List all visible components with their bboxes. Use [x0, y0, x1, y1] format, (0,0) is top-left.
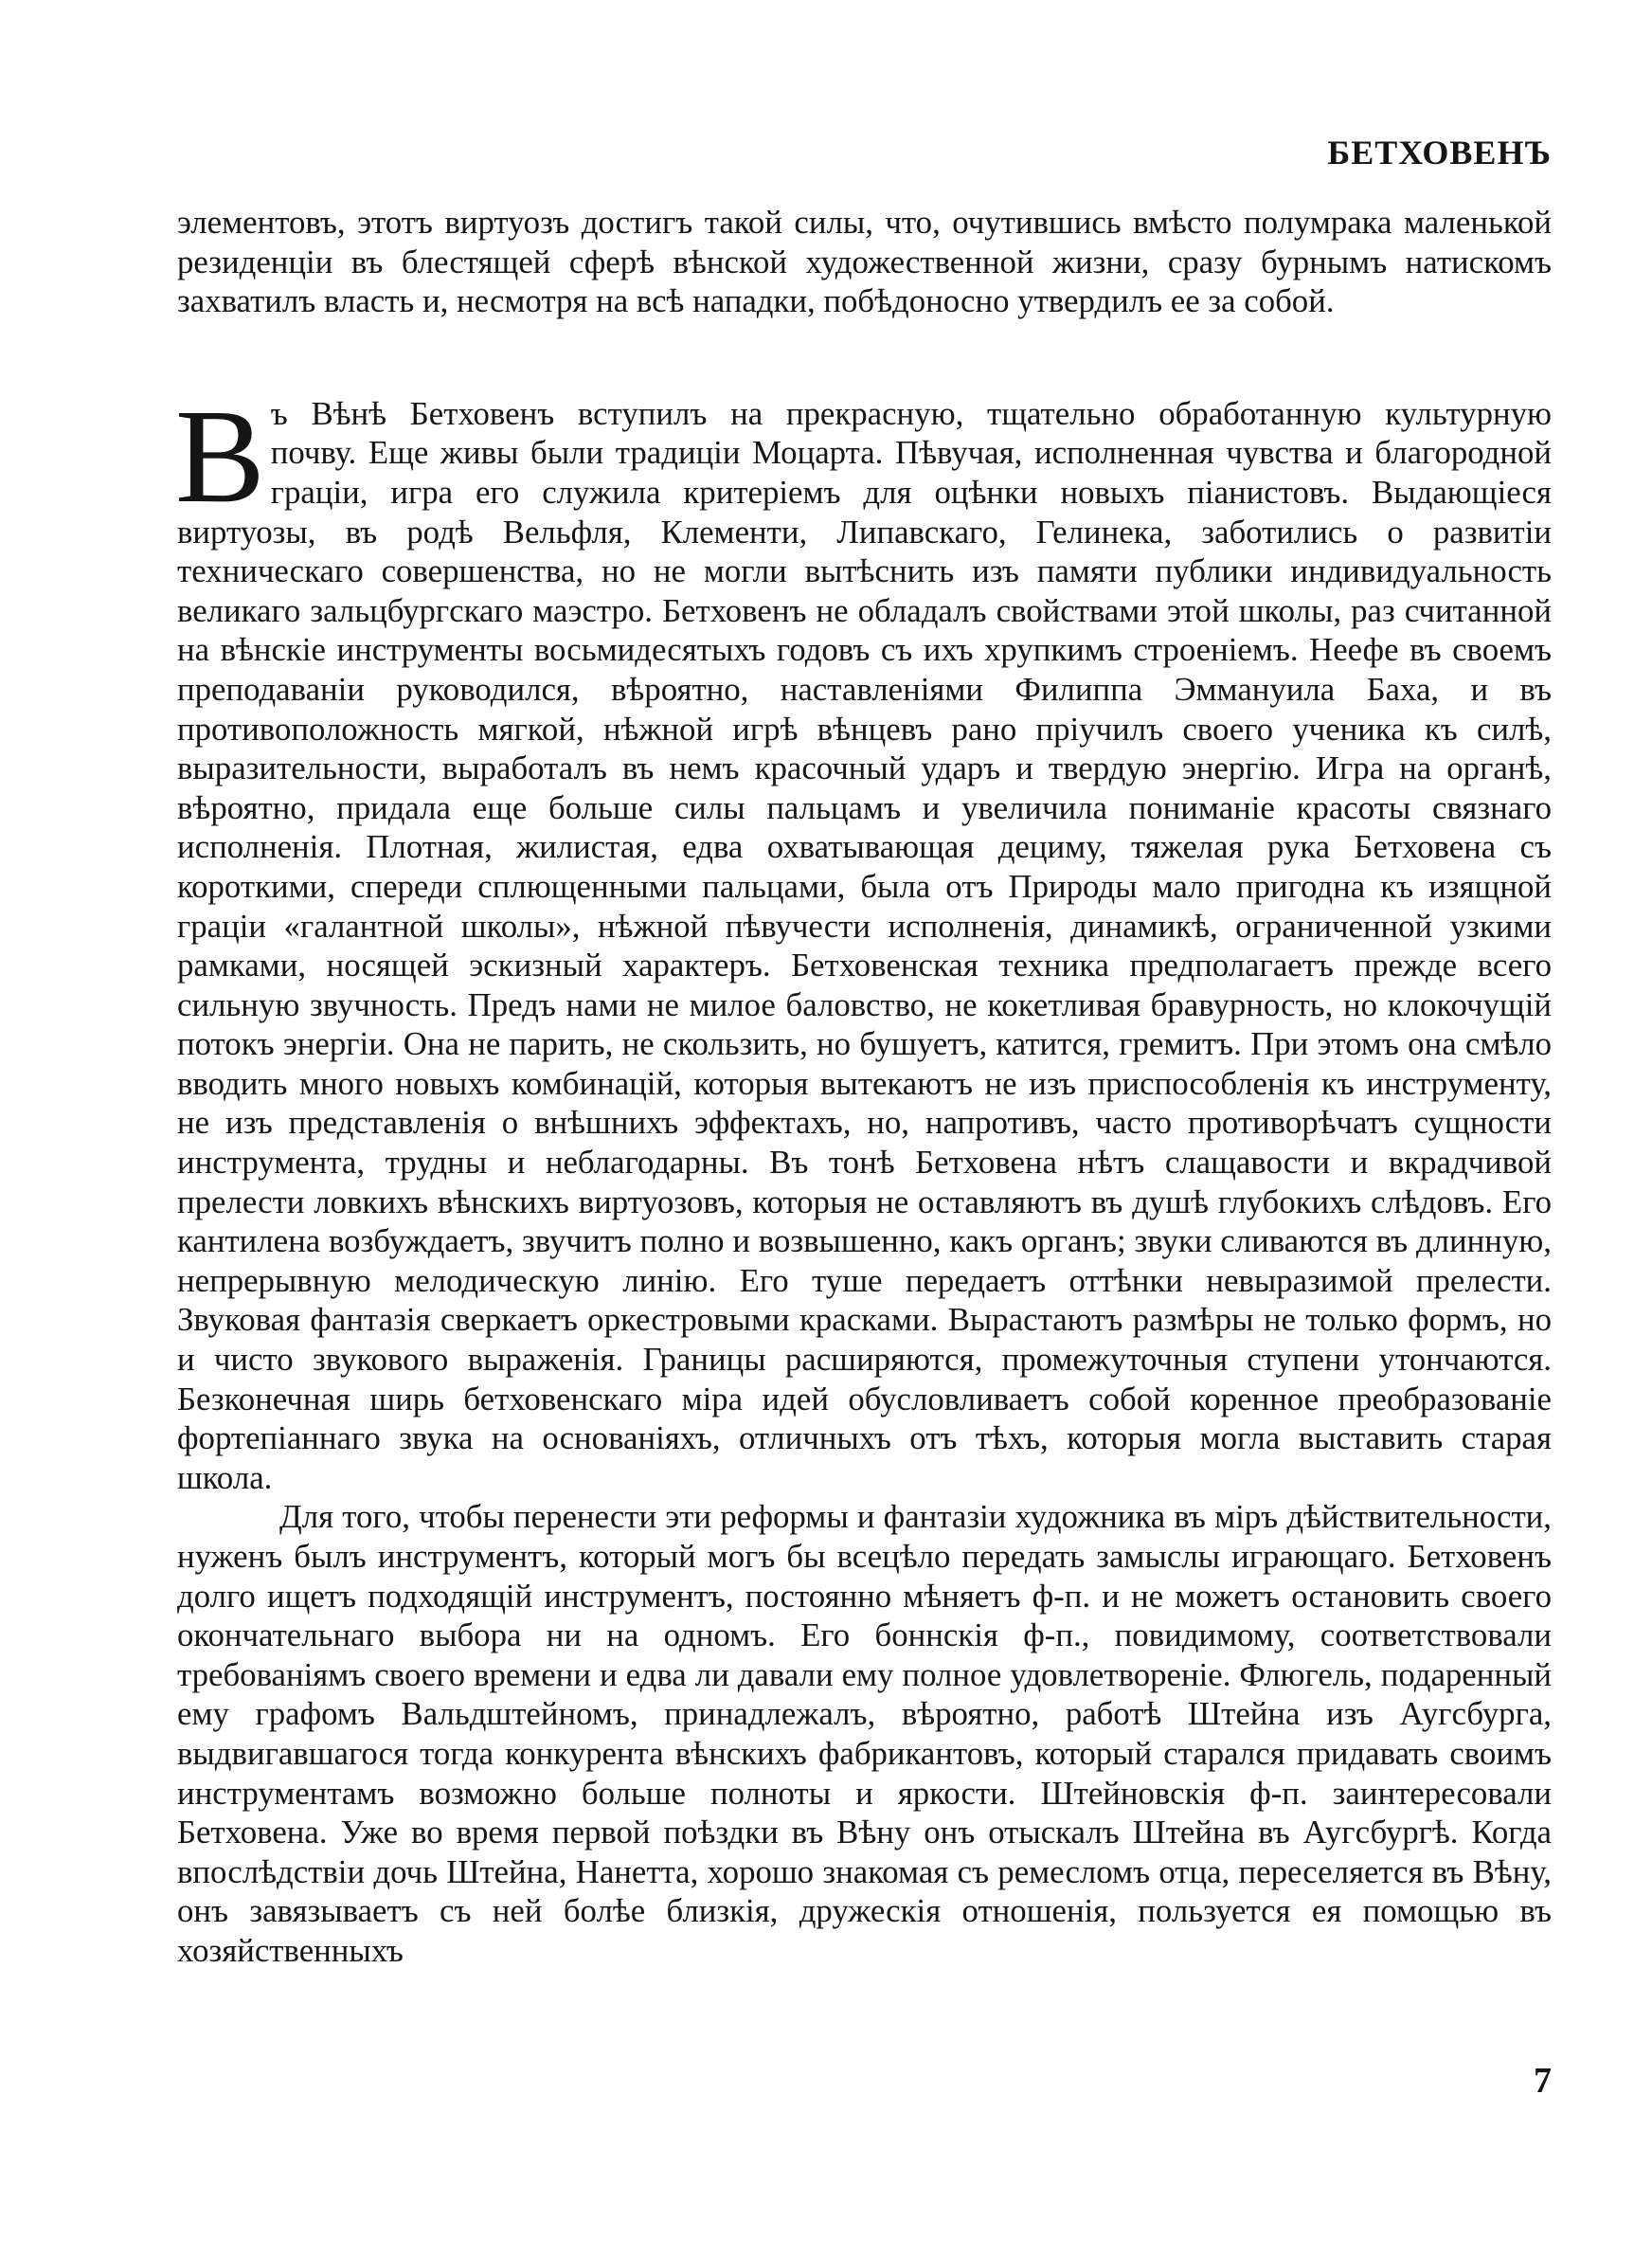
body-text	[177, 203, 1552, 1971]
page-number: 7	[1534, 2061, 1552, 2101]
paragraph-second: Для того, чтобы перенести эти реформы и фантазіи художника въ міръ дѣйствительности, нуженъ былъ инструментъ, который могъ бы всецѣло передать замыслы играющаго. Бетховенъ долго ищетъ подходящій инструментъ, постоянно мѣняетъ ф-п. и не можетъ остановить своего окончательнаго выбора ни на одномъ. Его боннскія ф-п., повидимому, соответствовали требованіямъ своего времени и едва ли давали ему полное удовлетвореніе. Флюгель, подаренный ему графомъ Вальдштейномъ, принадлежалъ, вѣроятно, работѣ Штейна изъ Аугсбурга, выдвигавшагося тогда конкурента вѣнскихъ фабрикантовъ, который старался придавать своимъ инструментамъ возможно больше полноты и яркости. Штейновскія ф-п. заинтересовали Бетховена. Уже во время первой поѣздки въ Вѣну онъ отыскалъ Штейна въ Аугсбургѣ. Когда впослѣдствіи дочь Штейна, Нанетта, хорошо знакомая съ ремесломъ отца, переселяется въ Вѣну, онъ завязываетъ съ ней болѣе близкія, дружескія отношенія, пользуется ея помощью въ хозяйственныхъ	[177, 1498, 1552, 1969]
drop-cap: В	[175, 380, 265, 531]
paragraph-main	[175, 380, 1552, 1498]
paragraph-main-text: ъ Вѣнѣ Бетховенъ вступилъ на прекрасную, тщательно обработанную культурную почву. Еще живы были традиціи Моцарта. Пѣвучая, исполненная чувства и благородной граціи, игра его служила критеріемъ для оцѣнки новыхъ піанистовъ. Выдающіеся виртуозы, въ родѣ Вельфля, Клементи, Липавскаго, Гелинека, заботились о развитіи техническаго совершенства, но не могли вытѣснить изъ памяти публики индивидуальность великаго зальцбургскаго маэстро. Бетховенъ не обладалъ свойствами этой школы, раз считанной на вѣнскіе инструменты восьмидесятыхъ годовъ съ ихъ хрупкимъ строеніемъ. Неефе въ своемъ преподаваніи руководился, вѣроятно, наставленіями Филиппа Эммануила Баха, и въ противоположность мягкой, нѣжной игрѣ вѣнцевъ рано пріучилъ своего ученика къ силѣ, выразительности, выработалъ въ немъ красочный ударъ и твердую энергію. Игра на органѣ, вѣроятно, придала еще больше силы пальцамъ и увеличила пониманіе красоты связнаго исполненія. Плотная, жилистая, едва охватывающая дециму, тяжелая рука Бетховена съ короткими, спереди сплющенными пальцами, была отъ Природы мало пригодна къ изящной граціи «галантной школы», нѣжной пѣвучести исполненія, динамикѣ, ограниченной узкими рамками, носящей эскизный характеръ. Бетховенская техника предполагаетъ прежде всего сильную звучность. Предъ нами не милое баловство, не кокетливая бравурность, но клокочущій потокъ энергіи. Она не парить, не скользить, но бушуетъ, катится, гремитъ. При этомъ она смѣло вводить много новыхъ комбинацій, которыя вытекаютъ не изъ приспособленія къ инструменту, не изъ представленія о внѣшнихъ эффектахъ, но, напротивъ, часто противорѣчатъ сущности инструмента, трудны и неблагодарны. Въ тонѣ Бетховена нѣтъ слащавости и вкрадчивой прелести ловкихъ вѣнскихъ виртуозовъ, которыя не оставляютъ въ душѣ глубокихъ слѣдовъ. Его кантилена возбуждаетъ, звучитъ полно и возвышенно, какъ органъ; звуки сливаются въ длинную, непрерывную мелодическую линію. Его туше передаетъ оттѣнки невыразимой прелести. Звуковая фантазія сверкаетъ оркестровыми красками. Вырастаютъ размѣры не только формъ, но и чисто звукового выраженія. Границы расширяются, промежуточныя ступени утончаются. Безконечная ширь бетховенскаго міра идей обусловливаетъ собой коренное преобразованіе фортепіаннаго звука на основаніяхъ, отличныхъ отъ тѣхъ, которыя могла выставить старая школа.	[177, 394, 1552, 1496]
paragraph-continuation: элементовъ, этотъ виртуозъ достигъ такой силы, что, очутившись вмѣсто полумрака маленькой резиденціи въ блестящей сферѣ вѣнской художественной жизни, сразу бурнымъ натискомъ захватилъ власть и, несмотря на всѣ нападки, побѣдоносно утвердилъ ее за собой.	[177, 204, 1552, 320]
running-title: БЕТХОВЕНЪ	[1327, 134, 1552, 172]
